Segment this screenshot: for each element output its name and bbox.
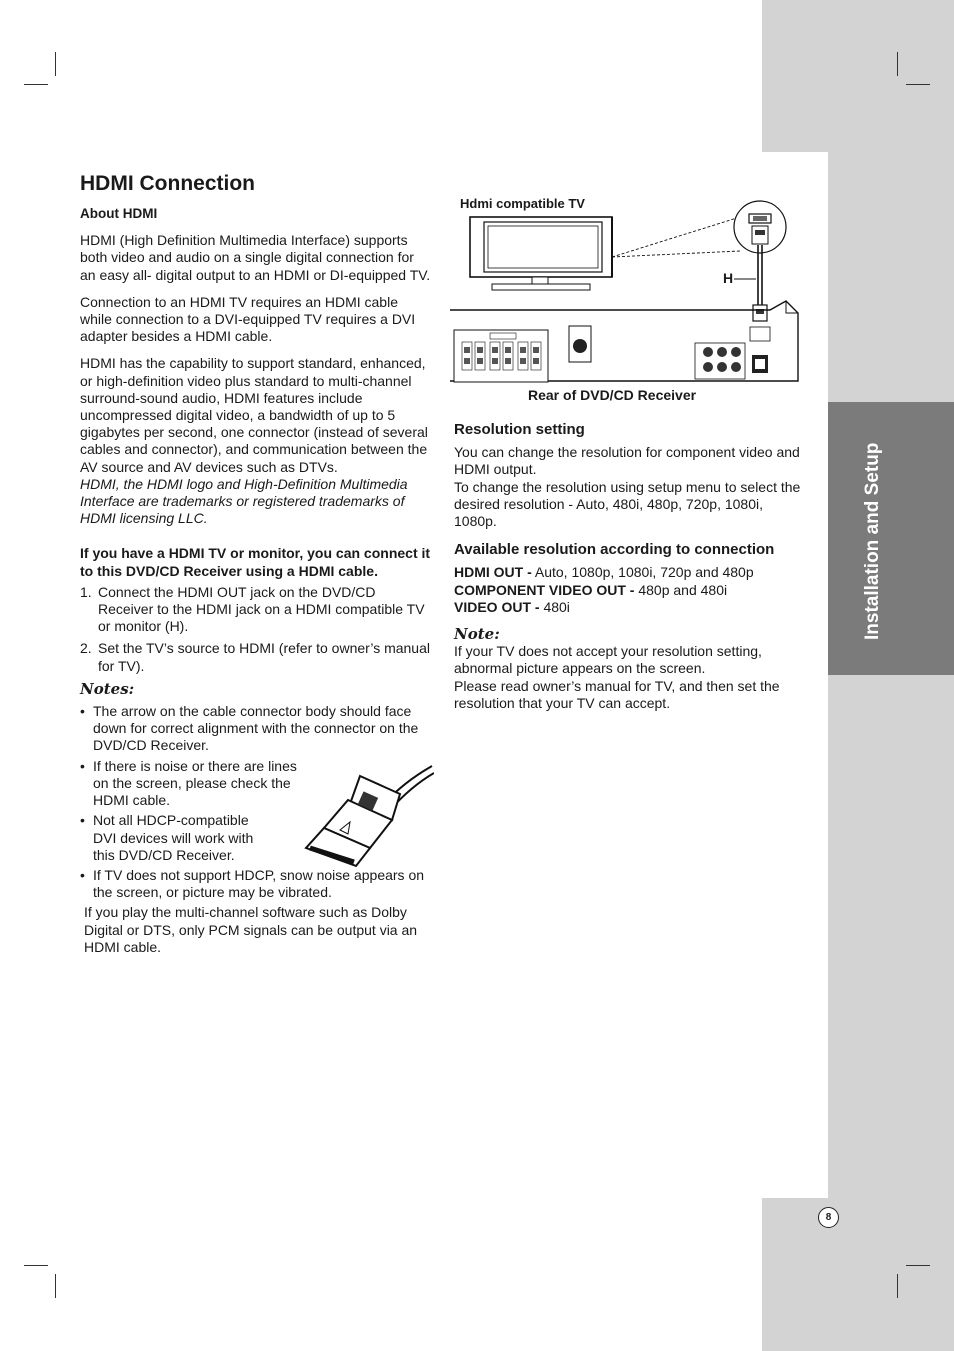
crop-mark <box>24 1265 48 1266</box>
step-item <box>80 584 432 636</box>
step-item <box>80 640 432 674</box>
resolution-text: You can change the resolution for component video and HDMI output. <box>454 444 800 478</box>
note-text: If there is noise or there are lines on the screen, please check the HDMI cable. <box>93 757 297 809</box>
step-number: 1. <box>80 583 92 600</box>
notes-heading: Notes: <box>80 679 135 698</box>
available-row-value: 480p and 480i <box>634 581 728 598</box>
sidebar-top <box>762 0 954 152</box>
step-text: Set the TV’s source to HDMI (refer to owner’s manual for TV). <box>98 640 430 674</box>
crop-mark <box>897 1274 898 1298</box>
sidebar-middle <box>828 152 954 1198</box>
note-extra: If you play the multi-channel software such as Dolby Digital or DTS, only PCM signals can be output via an HDMI cable. <box>84 904 418 955</box>
hdmi-plug-illustration <box>300 762 434 870</box>
available-row-label: COMPONENT VIDEO OUT - <box>454 581 635 598</box>
crop-mark <box>55 1274 56 1298</box>
available-row <box>454 582 802 599</box>
cable-h-label: H <box>723 270 734 286</box>
tv-illustration <box>470 217 612 290</box>
hdmi-port-zoom <box>734 201 786 253</box>
available-row-label: VIDEO OUT - <box>454 598 540 615</box>
about-paragraph: Connection to an HDMI TV requires an HDMI cable while connection to a DVI-equipped TV requires a DVI adapter besides a HDMI cable. <box>80 293 416 345</box>
note-item: • The arrow on the cable connector body should face down for correct alignment with the connector on the DVD/CD Receiver. <box>80 703 432 755</box>
about-paragraph: HDMI has the capability to support standard, enhanced, or high-definition video plus standard to multi-channel surround-sound audio, HDMI features include uncompressed digital video, a bandwidth of up to 5 gigabytes per second, one connector (instead of several cables and connector), and communication between the AV source and AV devices such as DTVs. <box>80 355 428 475</box>
right-column <box>454 421 802 712</box>
section-tab[interactable] <box>828 402 954 675</box>
available-row <box>454 599 802 616</box>
step-number: 2. <box>80 640 92 657</box>
available-heading: Available resolution according to connection <box>454 541 775 559</box>
crop-mark <box>24 84 48 85</box>
note-text: If your TV does not accept your resolution setting, abnormal picture appears on the screen. <box>454 643 762 677</box>
sidebar-bottom <box>762 1198 954 1351</box>
crop-mark <box>906 84 930 85</box>
trademark-note: HDMI, the HDMI logo and High-Definition Multimedia Interface are trademarks or registered trademarks of HDMI licensing LLC. <box>80 475 408 527</box>
resolution-heading: Resolution setting <box>454 421 585 438</box>
step-text: Connect the HDMI OUT jack on the DVD/CD Receiver to the HDMI jack on a HDMI compatible TV or monitor (H). <box>98 583 425 635</box>
note-item: • Not all HDCP-compatible DVI devices will work with this DVD/CD Receiver. <box>80 812 270 864</box>
page-number: 8 <box>818 1207 839 1228</box>
available-row-value: Auto, 1080p, 1080i, 720p and 480p <box>531 564 754 581</box>
receiver-label: Rear of DVD/CD Receiver <box>528 387 697 403</box>
page-title: HDMI Connection <box>80 172 255 195</box>
crop-mark <box>897 52 898 76</box>
note-text: Not all HDCP-compatible DVI devices will work with this DVD/CD Receiver. <box>93 812 254 863</box>
about-paragraph: HDMI (High Definition Multimedia Interface) supports both video and audio on a single digital connection for an easy all- digital output to an HDMI or DI-equipped TV. <box>80 232 431 283</box>
available-row <box>454 564 802 581</box>
resolution-text: To change the resolution using setup menu to select the desired resolution - Auto, 480i, 480p, 720p, 1080i, 1080p. <box>454 478 801 530</box>
connect-heading: If you have a HDMI TV or monitor, you can connect it to this DVD/CD Receiver using a HDMI cable. <box>80 545 431 579</box>
section-tab-label: Installation and Setup <box>862 442 883 640</box>
note-item: • If there is noise or there are lines on the screen, please check the HDMI cable. <box>80 758 304 810</box>
about-heading: About HDMI <box>80 206 158 221</box>
tv-label: Hdmi compatible TV <box>460 196 585 211</box>
crop-mark <box>55 52 56 76</box>
note-text: Please read owner’s manual for TV, and then set the resolution that your TV can accept. <box>454 677 780 711</box>
note-text: The arrow on the cable connector body should face down for correct alignment with the connector on the DVD/CD Receiver. <box>93 703 419 754</box>
available-row-label: HDMI OUT - <box>454 564 532 581</box>
connection-diagram <box>450 195 800 387</box>
available-row-value: 480i <box>539 598 570 615</box>
note-item: • If TV does not support HDCP, snow noise appears on the screen, or picture may be vibrated. <box>80 867 432 901</box>
note-text: If TV does not support HDCP, snow noise appears on the screen, or picture may be vibrated. <box>93 866 425 901</box>
receiver-illustration <box>450 301 798 382</box>
note-heading: Note: <box>454 625 500 644</box>
crop-mark <box>906 1265 930 1266</box>
